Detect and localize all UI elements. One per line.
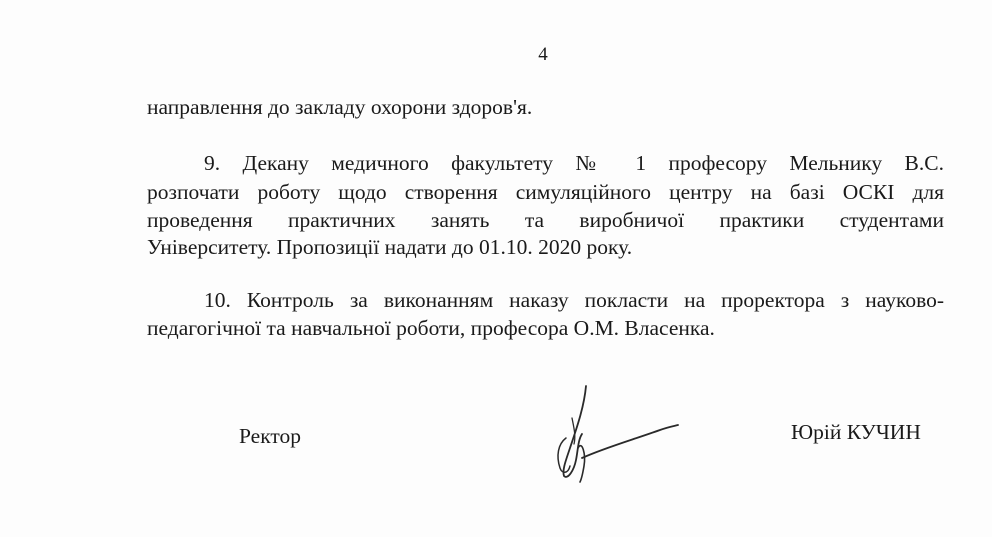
item-9-line-3: проведення практичних занять та виробничої практики студентами [147,208,944,232]
item-9-line-2: розпочати роботу щодо створення симуляційного центру на базі ОСКІ для [147,180,944,204]
item-9-line-1: 9. Декану медичного факультету № 1 професору Мельнику В.С. [204,151,944,175]
signatory-name: Юрій КУЧИН [791,420,921,444]
page-number: 4 [538,44,548,65]
handwritten-signature [548,378,688,488]
signatory-role: Ректор [239,424,301,448]
item-10-line-1: 10. Контроль за виконанням наказу покласти на проректора з науково- [204,288,944,312]
paragraph-continuation: направлення до закладу охорони здоров'я. [147,95,533,119]
item-10-line-2: педагогічної та навчальної роботи, професора О.М. Власенка. [147,316,715,340]
item-9-line-4: Університету. Пропозиції надати до 01.10. 2020 року. [147,235,633,259]
